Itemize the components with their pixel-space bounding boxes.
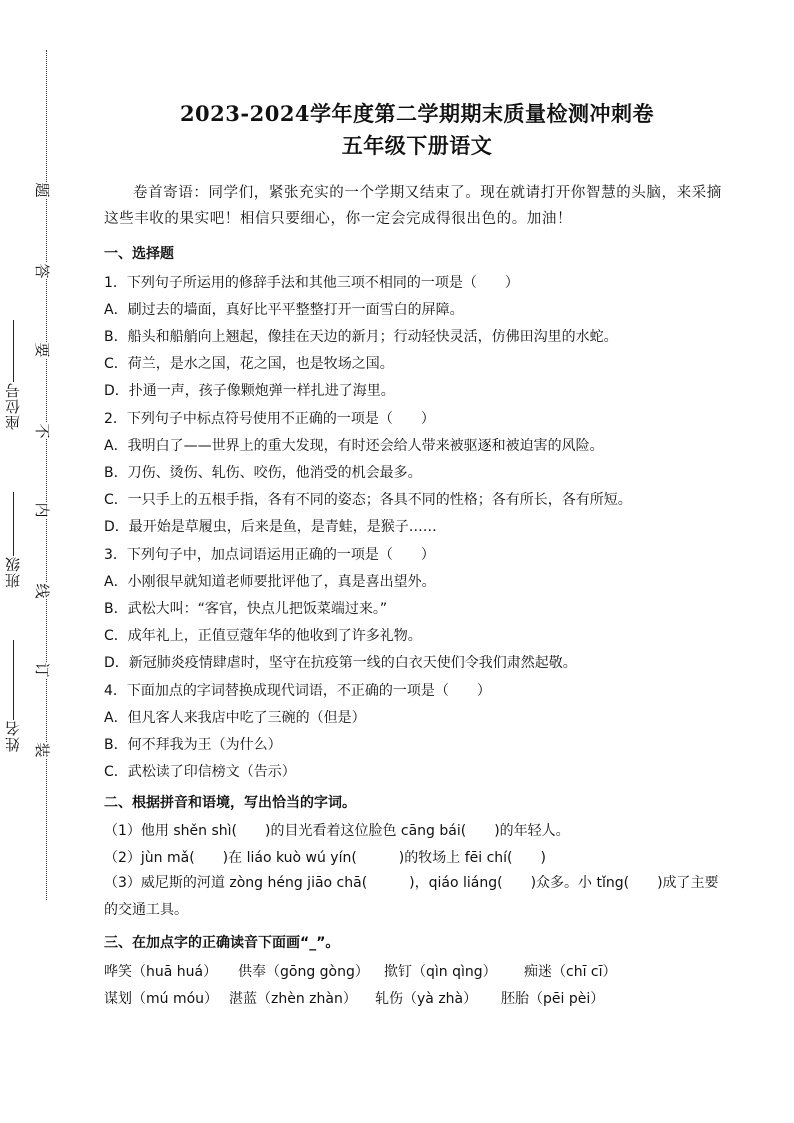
exam-title: 2023-2024学年度第二学期期末质量检测冲刺卷: [179, 101, 655, 126]
reading-item: 胚胎（pēi pèi）: [501, 991, 605, 1007]
reading-item: 哗笑（huā huá）: [104, 964, 218, 980]
class-underline: [13, 492, 14, 556]
option-a: A．但凡客人来我店中吃了三碗的（但是）: [104, 710, 366, 726]
option-b: B．刀伤、烫伤、轧伤、咬伤，他消受的机会最多。: [104, 465, 422, 481]
section-heading: 二、根据拼音和语境，写出恰当的字词。: [104, 795, 356, 811]
question-stem: 3．下列句子中，加点词语运用正确的一项是（ ）: [104, 547, 435, 563]
section-heading: 一、选择题: [104, 246, 174, 262]
seal-char: 要: [33, 342, 51, 358]
pinyin-item: （2）jùn mǎ( )在 liáo kuò wú yín( )的牧场上 fēi chí( ): [104, 850, 546, 866]
seal-char: 不: [33, 423, 51, 439]
question-stem: 4．下面加点的字词替换成现代词语，不正确的一项是（ ）: [104, 683, 491, 699]
class-field[interactable]: [4, 488, 22, 588]
option-a: A．我明白了——世界上的重大发现，有时还会给人带来被驱逐和被迫害的风险。: [104, 438, 604, 454]
reading-row: [104, 961, 617, 981]
exam-subtitle: 五年级下册语文: [341, 133, 493, 158]
option-c: C．武松读了印信榜文（告示）: [104, 764, 296, 780]
name-underline: [13, 640, 14, 720]
seal-char: 内: [33, 502, 51, 518]
option-c: C．成年礼上，正值豆蔻年华的他收到了许多礼物。: [104, 628, 422, 644]
pinyin-item: （1）他用 shěn shì( )的目光看着这位脸色 cāng bái( )的年轻人。: [104, 823, 570, 839]
option-c: C．一只手上的五根手指，各有不同的姿态；各具不同的性格；各有所长，各有所短。: [104, 492, 632, 508]
option-b: B．何不拜我为王（为什么）: [104, 737, 282, 753]
reading-item: 湛蓝（zhèn zhàn）: [229, 991, 357, 1007]
binding-dotted-line: [46, 50, 47, 900]
intro-message: 卷首寄语：同学们，紧张充实的一个学期又结束了。现在就请打开你智慧的头脑，来采摘这些丰收的果实吧！相信只要细心，你一定会完成得很出色的。加油！: [104, 185, 722, 227]
option-b: B．船头和船艄向上翘起，像挂在天边的新月；行动轻快灵活，仿佛田沟里的水蛇。: [104, 329, 618, 345]
seat-number-field[interactable]: [4, 316, 22, 430]
reading-item: 轧伤（yà zhà）: [375, 991, 478, 1007]
seat-number-label: 座位号: [4, 382, 22, 430]
question-stem: 1．下列句子所运用的修辞手法和其他三项不相同的一项是（ ）: [104, 275, 519, 291]
name-field[interactable]: [4, 636, 22, 752]
reading-item: 痴迷（chī cī）: [524, 964, 617, 980]
class-label: 班级: [4, 556, 22, 588]
section-heading: 三、在加点字的正确读音下面画“_”。: [104, 935, 340, 951]
option-a: A．刷过去的墙面，真好比平平整整打开一面雪白的屏障。: [104, 302, 464, 318]
seal-char: 订: [33, 662, 51, 678]
reading-item: 供奉（gōng gòng）: [238, 964, 369, 980]
reading-item: 谋划（mú móu）: [104, 991, 219, 1007]
option-c: C．荷兰，是水之国，花之国，也是牧场之国。: [104, 356, 394, 372]
pinyin-item: （3）威尼斯的河道 zòng héng jiāo chā( )，qiáo liáng( )众多。小 tǐng( )成了主要的交通工具。: [104, 875, 719, 918]
seal-char: 线: [33, 583, 51, 599]
option-d: D．新冠肺炎疫情肆虐时，坚守在抗疫第一线的白衣天使们令我们肃然起敬。: [104, 655, 577, 671]
question-stem: 2．下列句子中标点符号使用不正确的一项是（ ）: [104, 411, 435, 427]
seal-char: 题: [33, 182, 51, 198]
option-a: A．小刚很早就知道老师要批评他了，真是喜出望外。: [104, 574, 436, 590]
option-d: D．最开始是草履虫，后来是鱼，是青蛙，是猴子……: [104, 519, 437, 535]
name-label: 姓名: [4, 720, 22, 752]
seat-number-underline: [13, 320, 14, 382]
reading-row: [104, 988, 604, 1008]
reading-item: 揿钉（qìn qìng）: [384, 964, 497, 980]
seal-char: 装: [33, 742, 51, 758]
option-d: D．扑通一声，孩子像颗炮弹一样扎进了海里。: [104, 383, 395, 399]
seal-char: 答: [33, 263, 51, 279]
option-b: B．武松大叫：“客官，快点儿把饭菜端过来。”: [104, 601, 388, 617]
